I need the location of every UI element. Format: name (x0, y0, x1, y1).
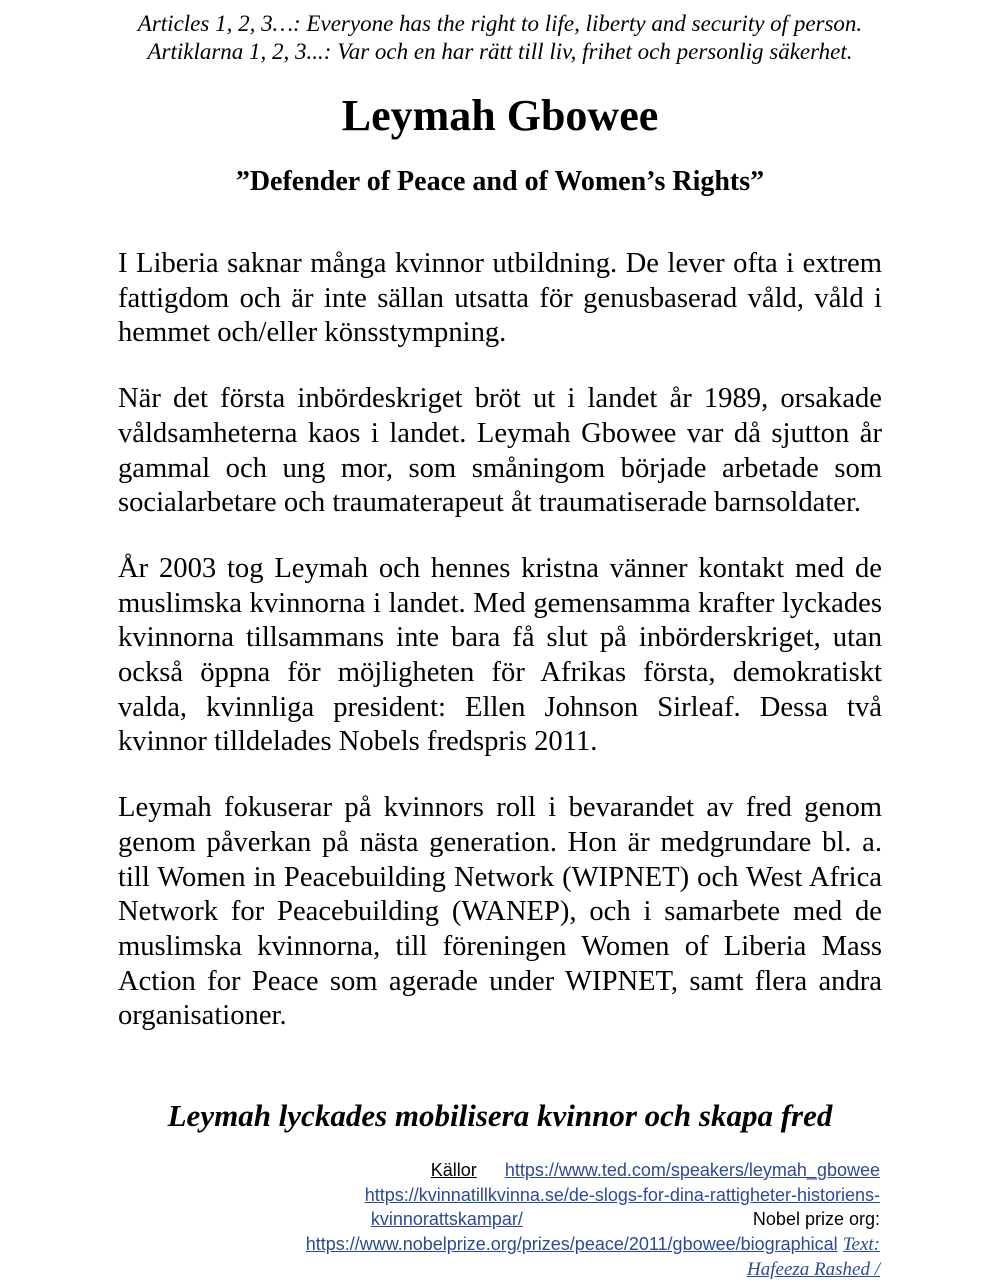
articles-swedish: Artiklarna 1, 2, 3...: Var och en har rätt till liv, frihet och personlig säkerhet. (147, 39, 853, 64)
sources-line-5 (220, 1257, 880, 1283)
sources-line-3 (220, 1207, 880, 1232)
sources-line-4 (220, 1232, 880, 1258)
kvinnatillkvinna-link[interactable]: https://kvinnatillkvinna.se/de-slogs-for-dina-rattigheter-historiens- (364, 1184, 880, 1205)
sources-block (220, 1158, 880, 1283)
paragraph-1: I Liberia saknar många kvinnor utbildning. De lever ofta i extrem fattigdom och är inte sällan utsatta för genusbaserad våld, våld i hemmet och/eller könsstympning. (118, 248, 882, 349)
paragraph-3: År 2003 tog Leymah och hennes kristna vänner kontakt med de muslimska kvinnorna i landet. Med gemensamma krafter lyckades kvinnorna tillsammans inte bara få slut på inbörderskriget, utan också öppna för möjligheten för Afrikas första, demokratiskt valda, kvinnliga president: Ellen Johnson Sirleaf. Dessa två kvinnor tilldelades Nobels fredspris 2011. (118, 552, 882, 758)
article-body (118, 247, 882, 1065)
nobelprize-link[interactable]: https://www.nobelprize.org/prizes/peace/2011/gbowee/biographical (305, 1233, 838, 1254)
text-credit-label: Text: (842, 1233, 880, 1255)
nobel-label: Nobel prize org: (752, 1209, 880, 1229)
page-title: Leymah Gbowee (341, 91, 659, 140)
paragraph-2: När det första inbördeskriget bröt ut i landet år 1989, orsakade våldsamheterna kaos i landet. Leymah Gbowee var då sjutton år gammal och ung mor, som småningom började arbetade som socialarbetare och traumaterapeut åt traumatiserade barnsoldater. (118, 383, 882, 519)
sources-line-1 (220, 1158, 880, 1183)
sources-label: Källor (430, 1160, 477, 1180)
page-subtitle: ”Defender of Peace and of Women’s Rights” (235, 166, 765, 197)
articles-english: Articles 1, 2, 3…: Everyone has the right to life, liberty and security of person. (137, 11, 863, 36)
kvinnatillkvinna-link-continued[interactable]: kvinnorattskampar/ (370, 1209, 523, 1229)
tagline: Leymah lyckades mobilisera kvinnor och skapa fred (167, 1098, 833, 1133)
paragraph-4: Leymah fokuserar på kvinnors roll i bevarandet av fred genom genom påverkan på nästa generation. Hon är medgrundare bl. a. till Women in Peacebuilding Network (WIPNET) och West Africa Network for Peacebuilding (WANEP), och i samarbete med de muslimska kvinnorna, till föreningen Women of Liberia Mass Action for Peace som agerade under WIPNET, samt flera andra organisationer. (118, 792, 882, 1032)
ted-link[interactable]: https://www.ted.com/speakers/leymah_gbowee (504, 1160, 880, 1180)
articles-header (0, 10, 1000, 66)
sources-line-2 (220, 1183, 880, 1208)
text-credit-author: Hafeeza Rashed / (747, 1259, 880, 1280)
